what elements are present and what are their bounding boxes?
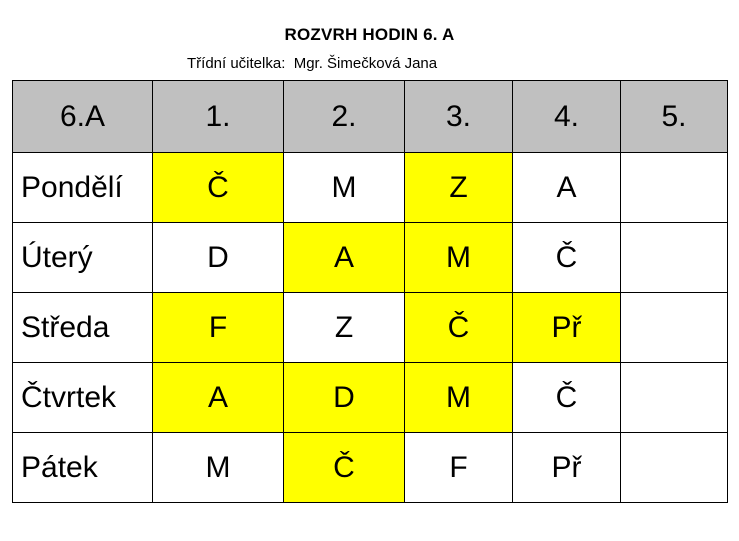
period-3-header: 3. [405,81,513,153]
lesson-cell: Z [405,153,513,223]
table-row [13,223,728,293]
lesson-cell: Z [284,293,405,363]
table-row [13,363,728,433]
class-teacher-line: Třídní učitelka: Mgr. Šimečková Jana [187,55,438,72]
lesson-cell: D [153,223,284,293]
lesson-cell: Př [513,433,621,503]
lesson-cell: D [284,363,405,433]
lesson-cell [621,223,728,293]
lesson-cell: A [153,363,284,433]
day-label: Pátek [13,433,153,503]
lesson-cell: M [405,223,513,293]
table-row [13,293,728,363]
lesson-cell: M [284,153,405,223]
lesson-cell: Č [513,363,621,433]
lesson-cell: Č [513,223,621,293]
lesson-cell [621,153,728,223]
day-label: Středa [13,293,153,363]
lesson-cell: Č [405,293,513,363]
day-label: Čtvrtek [13,363,153,433]
page-title: ROZVRH HODIN 6. A [284,25,455,44]
day-label: Úterý [13,223,153,293]
lesson-cell [621,363,728,433]
period-5-header: 5. [621,81,728,153]
lesson-cell: F [405,433,513,503]
lesson-cell: Př [513,293,621,363]
lesson-cell: A [284,223,405,293]
class-header-cell: 6.A [13,81,153,153]
lesson-cell: A [513,153,621,223]
lesson-cell: M [153,433,284,503]
period-2-header: 2. [284,81,405,153]
lesson-cell: Č [153,153,284,223]
table-row [13,153,728,223]
lesson-cell [621,293,728,363]
day-label: Pondělí [13,153,153,223]
lesson-cell: Č [284,433,405,503]
period-1-header: 1. [153,81,284,153]
header-row [13,81,728,153]
table-row [13,433,728,503]
period-4-header: 4. [513,81,621,153]
lesson-cell: M [405,363,513,433]
lesson-cell: F [153,293,284,363]
lesson-cell [621,433,728,503]
timetable [12,80,728,503]
